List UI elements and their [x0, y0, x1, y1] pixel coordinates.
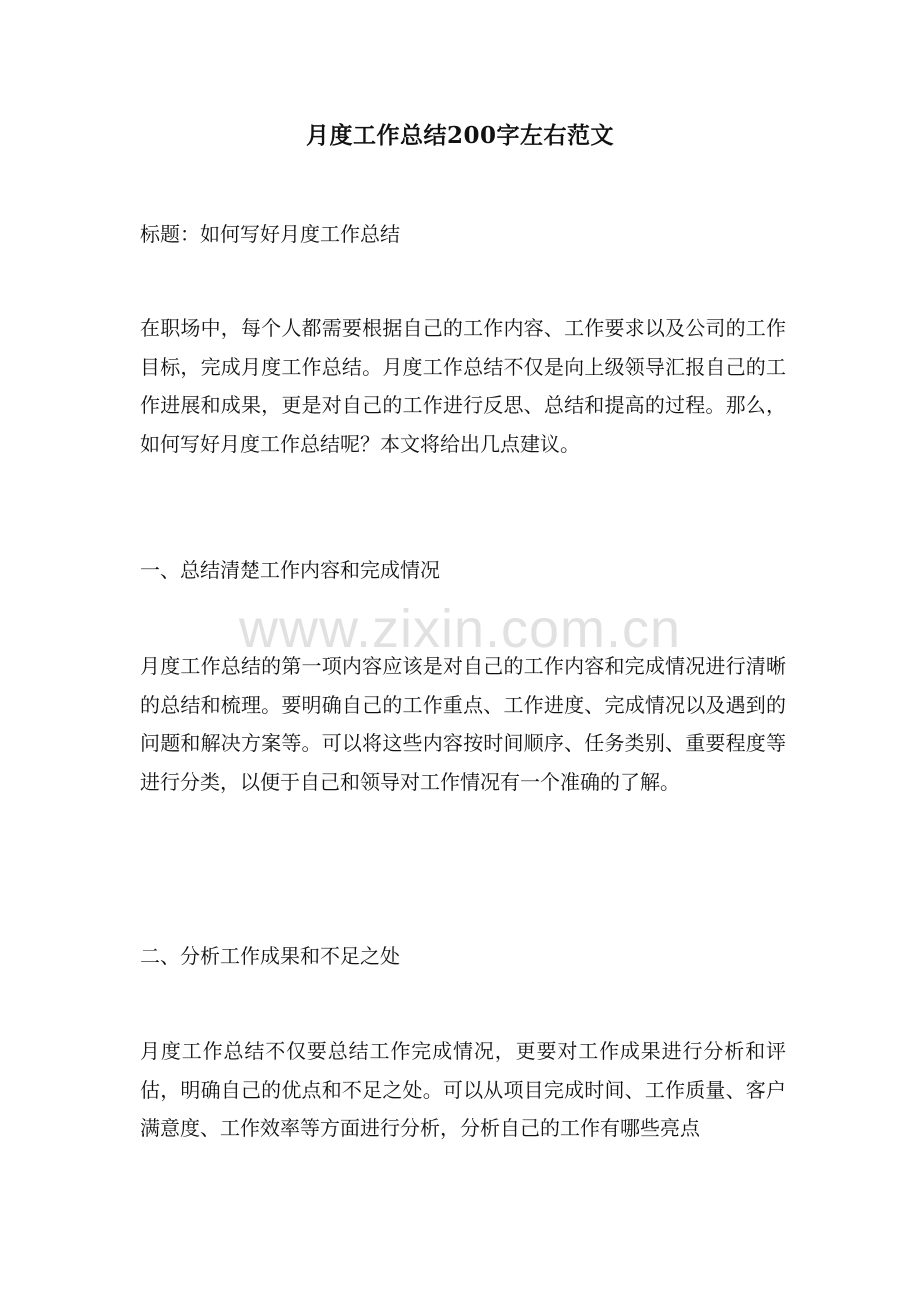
section-body-1: 月度工作总结的第一项内容应该是对自己的工作内容和完成情况进行清晰的总结和梳理。要明确自己的工作重点、工作进度、完成情况以及遇到的问题和解决方案等。可以将这些内容按时间顺序、任务类别、重要程度等进行分类，以便于自己和领导对工作情况有一个准确的了解。: [140, 654, 786, 794]
section-heading-2: 二、分析工作成果和不足之处: [140, 944, 400, 968]
section-body-2: 月度工作总结不仅要总结工作完成情况，更要对工作成果进行分析和评估，明确自己的优点和不足之处。可以从项目完成时间、工作质量、客户满意度、工作效率等方面进行分析，分析自己的工作有哪些亮点: [140, 1039, 786, 1141]
watermark: www.zixin.com.cn: [238, 599, 682, 659]
document-subtitle: 标题：如何写好月度工作总结: [140, 222, 400, 246]
document-title: 月度工作总结200字左右范文: [305, 122, 614, 149]
intro-paragraph: 在职场中，每个人都需要根据自己的工作内容、工作要求以及公司的工作目标，完成月度工作总结。月度工作总结不仅是向上级领导汇报自己的工作进展和成果，更是对自己的工作进行反思、总结和提高的过程。那么，如何写好月度工作总结呢？本文将给出几点建议。: [140, 316, 786, 456]
section-heading-1: 一、总结清楚工作内容和完成情况: [140, 558, 440, 582]
